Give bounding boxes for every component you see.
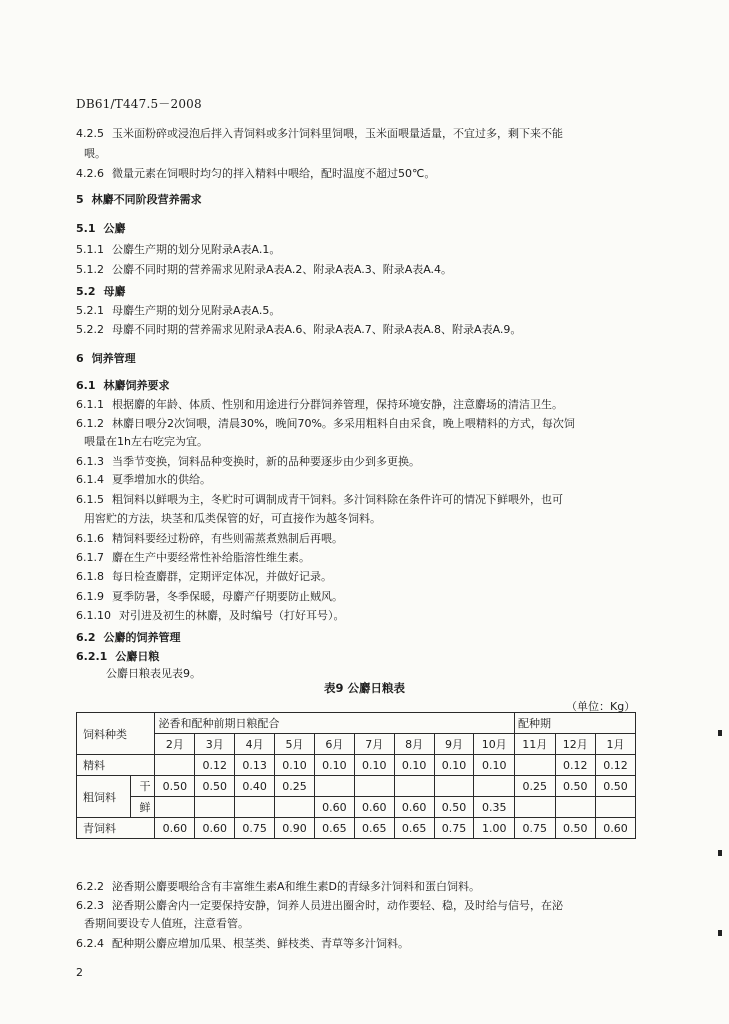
ration-value: 0.10	[314, 755, 354, 776]
clause-text: 公麝	[103, 222, 126, 235]
ration-value: 0.10	[474, 755, 515, 776]
ration-value: 0.50	[434, 797, 474, 818]
clause-number: 6.1.4	[76, 473, 104, 486]
ration-value: 0.65	[314, 818, 354, 839]
table-body	[77, 755, 636, 839]
table-unit: （单位：Kg）	[566, 700, 636, 713]
clause-text: 每日检查麝群，定期评定体况，并做好记录。	[112, 570, 332, 583]
ration-value: 0.90	[275, 818, 315, 839]
text-line	[76, 323, 521, 337]
text-line	[76, 631, 181, 645]
text-line	[76, 880, 480, 894]
clause-text: 公麝生产期的划分见附录A表A.1。	[112, 243, 281, 256]
feed-label: 精料	[77, 755, 155, 776]
clause-number: 6.1.9	[76, 590, 104, 603]
clause-number: 6.1.7	[76, 551, 104, 564]
ration-value: 0.75	[235, 818, 275, 839]
ration-value: 0.12	[555, 755, 596, 776]
clause-number: 6.2.2	[76, 880, 104, 893]
clause-text: 夏季防暑，冬季保暖，母麝产仔期要防止贼风。	[112, 590, 343, 603]
clause-number: 5.2.2	[76, 323, 104, 336]
ration-value	[275, 797, 315, 818]
text-line	[76, 352, 136, 366]
clause-text: 母麝不同时期的营养需求见附录A表A.6、附录A表A.7、附录A表A.8、附录A表A.9。	[112, 323, 522, 336]
ration-value: 0.75	[515, 818, 556, 839]
text-line	[76, 570, 332, 584]
clause-number: 5.2.1	[76, 304, 104, 317]
ration-value: 0.25	[515, 776, 556, 797]
month-header: 1月	[596, 734, 636, 755]
clause-number: 6.2	[76, 631, 96, 644]
ration-value	[314, 776, 354, 797]
month-header: 6月	[314, 734, 354, 755]
ration-value	[394, 776, 434, 797]
text-line	[76, 147, 106, 161]
clause-text: 饲养管理	[91, 352, 136, 365]
text-line	[76, 193, 202, 207]
ration-value	[515, 797, 556, 818]
month-header: 3月	[195, 734, 235, 755]
clause-number: 6.1.1	[76, 398, 104, 411]
feed-type-header: 饲料种类	[77, 713, 155, 755]
month-header: 12月	[555, 734, 596, 755]
clause-text: 公麝不同时期的营养需求见附录A表A.2、附录A表A.3、附录A表A.4。	[112, 263, 453, 276]
ration-value: 0.50	[155, 776, 195, 797]
ration-value: 0.10	[394, 755, 434, 776]
ration-value	[195, 797, 235, 818]
ration-value: 0.35	[474, 797, 515, 818]
group-header-breeding: 配种期	[515, 713, 636, 734]
text-line	[76, 473, 211, 487]
table-row	[77, 755, 636, 776]
clause-number: 6.1.8	[76, 570, 104, 583]
ration-value	[474, 776, 515, 797]
table-row	[77, 818, 636, 839]
scan-mark	[718, 850, 722, 856]
clause-text: 林麝不同阶段营养需求	[91, 193, 202, 206]
ration-value	[434, 776, 474, 797]
ration-value: 0.60	[354, 797, 394, 818]
clause-text: 泌香期公麝舍内一定要保持安静，饲养人员进出圈舍时，动作要轻、稳，及时给与信号，在泌	[112, 899, 563, 912]
clause-text: 香期间要设专人值班，注意看管。	[84, 917, 249, 930]
text-line	[76, 243, 280, 257]
text-line	[76, 417, 575, 431]
feed-label: 粗饲料	[77, 776, 131, 818]
clause-number: 6.1.6	[76, 532, 104, 545]
clause-number: 5.1	[76, 222, 96, 235]
clause-number: 5.1.2	[76, 263, 104, 276]
ration-value: 0.60	[195, 818, 235, 839]
month-header: 9月	[434, 734, 474, 755]
clause-text: 精饲料要经过粉碎，有些则需蒸煮熟制后再喂。	[112, 532, 343, 545]
ration-value: 0.25	[275, 776, 315, 797]
ration-value: 0.40	[235, 776, 275, 797]
month-header: 8月	[394, 734, 434, 755]
clause-text: 公麝日粮表见表9。	[106, 667, 201, 680]
text-line	[76, 917, 249, 931]
ration-value: 0.65	[354, 818, 394, 839]
text-line	[76, 398, 563, 412]
clause-text: 喂。	[84, 147, 106, 160]
ration-value	[155, 797, 195, 818]
clause-text: 配种期公麝应增加瓜果、根茎类、鲜枝类、青草等多汁饲料。	[112, 937, 409, 950]
ration-value: 0.12	[596, 755, 636, 776]
clause-number: 4.2.5	[76, 127, 104, 140]
ration-value: 0.10	[275, 755, 315, 776]
clause-number: 6	[76, 352, 84, 365]
ration-value: 0.50	[195, 776, 235, 797]
clause-text: 公麝的饲养管理	[103, 631, 181, 644]
clause-text: 根据麝的年龄、体质、性别和用途进行分群饲养管理，保持环境安静，注意麝场的清洁卫生。	[112, 398, 563, 411]
text-line	[76, 263, 452, 277]
month-header: 4月	[235, 734, 275, 755]
feed-sublabel: 干	[131, 776, 155, 797]
clause-text: 玉米面粉碎或浸泡后拌入青饲料或多汁饲料里饲喂，玉米面喂量适量，不宜过多，剩下来不能	[112, 127, 563, 140]
ration-value: 0.50	[555, 776, 596, 797]
ration-value	[596, 797, 636, 818]
text-line	[76, 590, 343, 604]
text-line	[76, 937, 409, 951]
clause-text: 当季节变换，饲料品种变换时，新的品种要逐步由少到多更换。	[112, 455, 420, 468]
text-line	[76, 532, 343, 546]
clause-text: 母麝	[103, 285, 126, 298]
scan-mark	[718, 930, 722, 936]
ration-value	[515, 755, 556, 776]
clause-number: 6.2.4	[76, 937, 104, 950]
clause-number: 5	[76, 193, 84, 206]
ration-value	[354, 776, 394, 797]
table-header-row	[77, 713, 636, 734]
clause-text: 麝在生产中要经常性补给脂溶性维生素。	[112, 551, 310, 564]
ration-value: 0.75	[434, 818, 474, 839]
clause-text: 喂量在1h左右吃完为宜。	[84, 435, 208, 448]
text-line	[76, 512, 381, 526]
clause-text: 用窖贮的方法，块茎和瓜类保管的好，可直接作为越冬饲料。	[84, 512, 381, 525]
clause-number: 6.2.1	[76, 650, 108, 663]
clause-number: 6.1	[76, 379, 96, 392]
text-line	[76, 304, 280, 318]
clause-number: 6.1.5	[76, 493, 104, 506]
ration-value	[555, 797, 596, 818]
ration-value: 0.13	[235, 755, 275, 776]
table-row	[77, 776, 636, 797]
text-line	[76, 609, 345, 623]
clause-number: 5.1.1	[76, 243, 104, 256]
ration-value: 0.50	[596, 776, 636, 797]
clause-text: 微量元素在饲喂时均匀的拌入精料中喂给，配时温度不超过50℃。	[112, 167, 436, 180]
page-number: 2	[76, 966, 83, 979]
ration-value: 0.60	[314, 797, 354, 818]
clause-number: 6.2.3	[76, 899, 104, 912]
clause-text: 公麝日粮	[115, 650, 160, 663]
text-line	[76, 127, 563, 141]
ration-value	[155, 755, 195, 776]
ration-value: 0.60	[155, 818, 195, 839]
text-line	[76, 551, 310, 565]
text-line	[76, 167, 435, 181]
scan-mark	[718, 730, 722, 736]
clause-text: 母麝生产期的划分见附录A表A.5。	[112, 304, 281, 317]
clause-number: 6.1.2	[76, 417, 104, 430]
text-line	[76, 650, 159, 664]
clause-text: 林麝日喂分2次饲喂，清晨30%，晚间70%。多采用粗料自由采食，晚上喂精料的方式，每次饲	[112, 417, 575, 430]
ration-value: 0.12	[195, 755, 235, 776]
text-line	[76, 222, 126, 236]
ration-table	[76, 712, 636, 839]
feed-label: 青饲料	[77, 818, 155, 839]
clause-number: 5.2	[76, 285, 96, 298]
feed-sublabel: 鲜	[131, 797, 155, 818]
clause-text: 对引进及初生的林麝，及时编号（打好耳号）。	[119, 609, 345, 622]
standard-number-header: DB61/T447.5－2008	[76, 97, 202, 111]
month-header: 2月	[155, 734, 195, 755]
clause-text: 粗饲料以鲜喂为主，冬贮时可调制成青干饲料。多汁饲料除在条件许可的情况下鲜喂外，也可	[112, 493, 563, 506]
month-header: 10月	[474, 734, 515, 755]
clause-text: 林麝饲养要求	[103, 379, 170, 392]
group-header-prebreeding: 泌香和配种前期日粮配合	[155, 713, 515, 734]
month-header: 7月	[354, 734, 394, 755]
ration-value: 0.50	[555, 818, 596, 839]
text-line	[76, 379, 170, 393]
ration-value: 1.00	[474, 818, 515, 839]
text-line	[76, 899, 563, 913]
table-caption: 表9 公麝日粮表	[323, 681, 405, 695]
month-header: 11月	[515, 734, 556, 755]
clause-number: 4.2.6	[76, 167, 104, 180]
text-line	[76, 285, 126, 299]
table-row	[77, 797, 636, 818]
ration-value: 0.65	[394, 818, 434, 839]
clause-number: 6.1.3	[76, 455, 104, 468]
ration-value: 0.10	[354, 755, 394, 776]
ration-value: 0.60	[596, 818, 636, 839]
clause-text: 夏季增加水的供给。	[112, 473, 211, 486]
clause-text: 泌香期公麝要喂给含有丰富维生素A和维生素D的青绿多汁饲料和蛋白饲料。	[112, 880, 480, 893]
text-line	[76, 435, 208, 449]
month-header: 5月	[275, 734, 315, 755]
text-line	[76, 493, 563, 507]
clause-number: 6.1.10	[76, 609, 111, 622]
text-line	[98, 667, 201, 681]
ration-value	[235, 797, 275, 818]
text-line	[76, 455, 420, 469]
ration-value: 0.10	[434, 755, 474, 776]
month-header-row	[77, 734, 636, 755]
ration-value: 0.60	[394, 797, 434, 818]
